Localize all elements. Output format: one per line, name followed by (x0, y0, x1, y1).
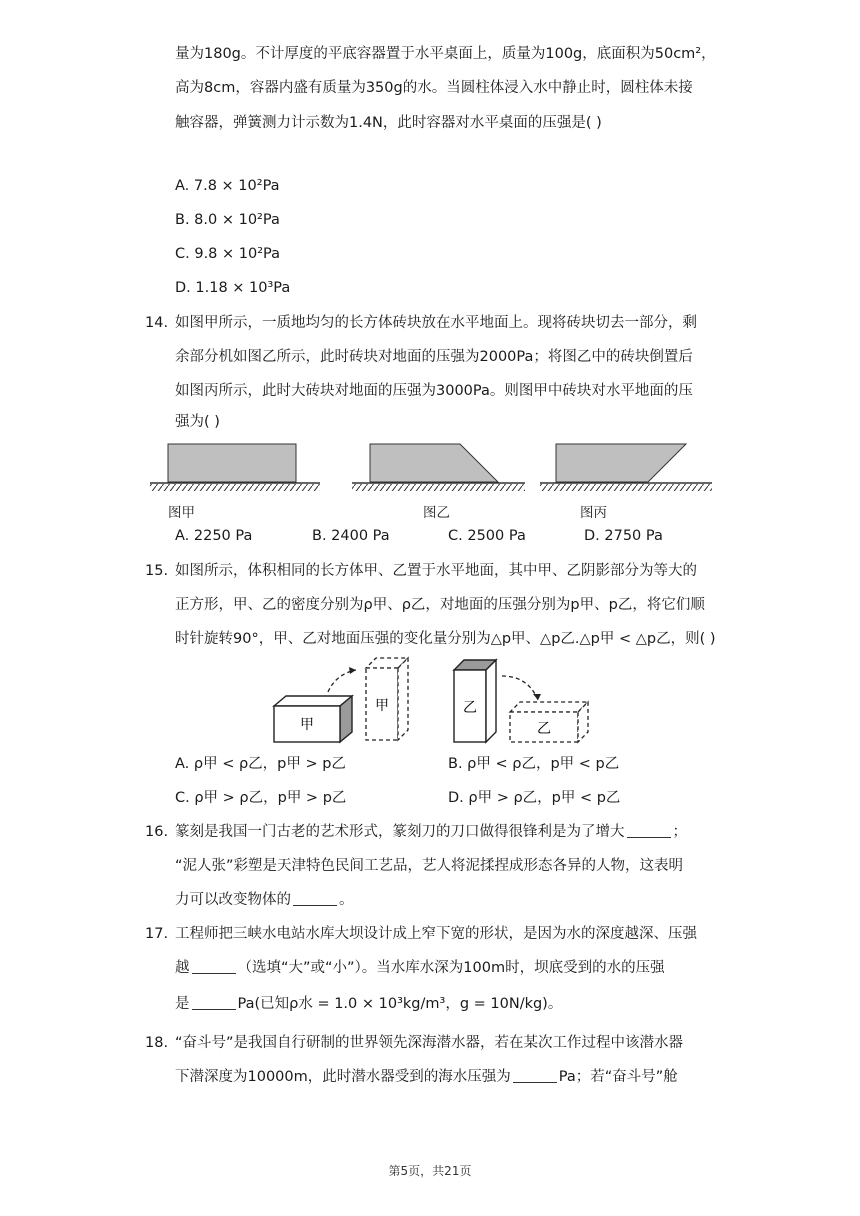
label-yi-2: 乙 (537, 721, 551, 737)
q18-line2-text: 下潜深度为10000m，此时潜水器受到的海水压强为 (175, 1069, 511, 1085)
block-yi-lying (510, 702, 588, 742)
q17-blank-1 (192, 959, 236, 974)
q15-figure (270, 656, 600, 746)
q15-option-d: D. ρ甲 > ρ乙，p甲 < p乙 (448, 790, 621, 806)
q18-blank-1 (513, 1068, 557, 1083)
block-jia-lying (274, 696, 352, 742)
q15-option-b: B. ρ甲 < ρ乙，p甲 < p乙 (448, 756, 620, 772)
block-jia-standing (366, 658, 408, 740)
q16-line1-end: ； (672, 824, 687, 840)
q14-figure (150, 438, 525, 498)
q14-line2: 余部分机如图乙所示，此时砖块对地面的压强为2000Pa；将图乙中的砖块倒置后 (175, 349, 693, 365)
q18-number: 18. (145, 1035, 169, 1051)
label-jia-1: 甲 (300, 717, 314, 733)
q13-line1: 量为180g。不计厚度的平底容器置于水平桌面上，质量为100g，底面积为50cm²， (175, 46, 716, 62)
q17-line2 (175, 958, 665, 978)
q15-option-a: A. ρ甲 < ρ乙，p甲 > p乙 (175, 756, 346, 772)
q17-number: 17. (145, 926, 169, 942)
q17-line3-text: 是 (175, 996, 190, 1012)
q17-blank-2 (192, 995, 236, 1010)
caption-a: 图甲 (168, 505, 195, 521)
q17-line3 (175, 994, 562, 1014)
q13-option-a: A. 7.8 × 10²Pa (175, 178, 280, 194)
caption-c: 图丙 (580, 505, 607, 521)
block-yi-standing (454, 660, 496, 742)
q13-option-c: C. 9.8 × 10²Pa (175, 246, 281, 262)
q17-line1: 工程师把三峡水电站水库大坝设计成上窄下宽的形状，是因为水的深度越深、压强 (175, 926, 697, 942)
q17-line2-rest: （选填“大”或“小”）。当水库水深为100m时，坝底受到的水的压强 (237, 960, 665, 976)
q14-option-b: B. 2400 Pa (312, 528, 390, 544)
q13-line3: 触容器，弹簧测力计示数为1.4N，此时容器对水平桌面的压强是( ) (175, 115, 602, 131)
q16-line1 (175, 822, 687, 842)
q13-line2: 高为8cm，容器内盛有质量为350g的水。当圆柱体浸入水中静止时，圆柱体未接 (175, 80, 693, 96)
q18-line2 (175, 1067, 678, 1087)
q16-line3-end: 。 (339, 892, 354, 908)
q16-blank-1 (627, 823, 671, 838)
label-jia-2: 甲 (375, 698, 389, 714)
brick-cut (352, 444, 525, 491)
q14-line4: 强为( ) (175, 414, 220, 430)
q14-figure-c (540, 438, 712, 498)
q17-line3-rest: Pa(已知ρ水 = 1.0 × 10³kg/m³，g = 10N/kg)。 (237, 996, 563, 1012)
q15-option-c: C. ρ甲 > ρ乙，p甲 > p乙 (175, 790, 347, 806)
label-yi-1: 乙 (463, 700, 477, 716)
q14-number: 14. (145, 315, 169, 331)
q18-line1: “奋斗号”是我国自行研制的世界领先深海潜水器，若在某次工作过程中该潜水器 (175, 1035, 684, 1051)
q14-option-a: A. 2250 Pa (175, 528, 253, 544)
q15-line1: 如图所示，体积相同的长方体甲、乙置于水平地面，其中甲、乙阴影部分为等大的 (175, 563, 697, 579)
q14-option-d: D. 2750 Pa (584, 528, 663, 544)
brick-inverted (540, 444, 712, 491)
q13-option-b: B. 8.0 × 10²Pa (175, 212, 280, 228)
q16-line2: “泥人张”彩塑是天津特色民间工艺品，艺人将泥揉捏成形态各异的人物，这表明 (175, 858, 684, 874)
q15-line3: 时针旋转90°，甲、乙对地面压强的变化量分别为△p甲、△p乙.△p甲 < △p乙，则( ) (175, 631, 716, 647)
q16-line3-text: 力可以改变物体的 (175, 892, 291, 908)
q17-line2-text: 越 (175, 960, 190, 976)
q13-option-d: D. 1.18 × 10³Pa (175, 280, 291, 296)
q18-line2-rest: Pa；若“奋斗号”舱 (558, 1069, 678, 1085)
q14-option-c: C. 2500 Pa (448, 528, 526, 544)
q15-line2: 正方形，甲、乙的密度分别为ρ甲、ρ乙，对地面的压强分别为p甲、p乙，将它们顺 (175, 597, 705, 613)
q14-line1: 如图甲所示，一质地均匀的长方体砖块放在水平地面上。现将砖块切去一部分，剩 (175, 315, 697, 331)
q16-number: 16. (145, 824, 169, 840)
brick-full (150, 444, 320, 491)
q14-line3: 如图丙所示，此时大砖块对地面的压强为3000Pa。则图甲中砖块对水平地面的压 (175, 383, 693, 399)
page-footer: 第5页，共21页 (388, 1164, 472, 1178)
q16-line3 (175, 890, 354, 910)
q15-number: 15. (145, 563, 169, 579)
caption-b: 图乙 (423, 505, 450, 521)
q16-line1-text: 篆刻是我国一门古老的艺术形式，篆刻刀的刀口做得很锋利是为了增大 (175, 824, 625, 840)
q16-blank-2 (293, 891, 337, 906)
